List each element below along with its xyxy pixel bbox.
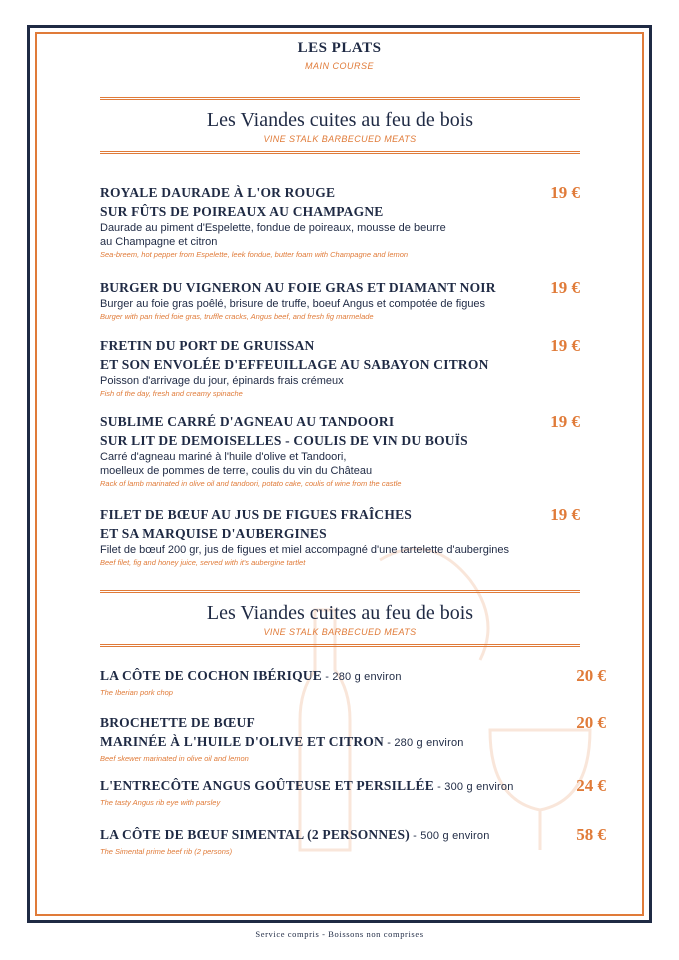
section-header-1 bbox=[100, 97, 580, 154]
dish-english: Beef skewer marinated in olive oil and lemon bbox=[100, 754, 249, 763]
dish-name: FRETIN DU PORT DE GRUISSAN bbox=[100, 338, 315, 353]
dish-name-text: LA CÔTE DE COCHON IBÉRIQUE bbox=[100, 668, 322, 683]
dish-name bbox=[100, 666, 606, 687]
dish-description: moelleux de pommes de terre, coulis du vin du Château bbox=[100, 465, 373, 477]
dish-english: Fish of the day, fresh and creamy spinache bbox=[100, 389, 243, 398]
dish-price: 19 € bbox=[550, 336, 580, 355]
dish-weight: - 300 g environ bbox=[433, 781, 514, 793]
dish-name: ROYALE DAURADE À L'OR ROUGE bbox=[100, 185, 336, 200]
dish-english: Sea-breem, hot pepper from Espelette, leek fondue, butter foam with Champagne and lemon bbox=[100, 250, 409, 259]
dish-name: ET SA MARQUISE D'AUBERGINES bbox=[100, 526, 327, 541]
dish-name-text: L'ENTRECÔTE ANGUS GOÛTEUSE ET PERSILLÉE bbox=[100, 778, 434, 793]
dish-name bbox=[100, 776, 606, 797]
dish-name: BURGER DU VIGNERON AU FOIE GRAS ET DIAMANT NOIR bbox=[100, 280, 496, 295]
dish-english: The tasty Angus rib eye with parsley bbox=[100, 798, 221, 807]
dish-price: 20 € bbox=[576, 666, 606, 685]
dish-name bbox=[100, 825, 606, 846]
menu-item bbox=[100, 183, 580, 261]
dish-english: The Simental prime beef rib (2 persons) bbox=[100, 847, 233, 856]
dish-name-text: LA CÔTE DE BŒUF SIMENTAL (2 PERSONNES) bbox=[100, 827, 410, 842]
dish-english: Beef filet, fig and honey juice, served with it's aubergine tartlet bbox=[100, 558, 306, 567]
dish-price: 24 € bbox=[576, 776, 606, 795]
dish-english: The Iberian pork chop bbox=[100, 688, 173, 697]
dish-description: au Champagne et citron bbox=[100, 236, 218, 248]
dish-weight: - 280 g environ bbox=[383, 737, 464, 749]
menu-item bbox=[100, 505, 580, 569]
menu-item bbox=[100, 713, 606, 765]
dish-name: SUR FÛTS DE POIREAUX AU CHAMPAGNE bbox=[100, 204, 384, 219]
dish-name: SUBLIME CARRÉ D'AGNEAU AU TANDOORI bbox=[100, 414, 395, 429]
menu-item bbox=[100, 278, 580, 323]
dish-description: Daurade au piment d'Espelette, fondue de poireaux, mousse de beurre bbox=[100, 222, 446, 234]
dish-price: 19 € bbox=[550, 278, 580, 297]
page-title: LES PLATS bbox=[297, 40, 382, 56]
dish-english: Rack of lamb marinated in olive oil and tandoori, potato cake, coulis of wine from the castle bbox=[100, 479, 402, 488]
dish-name: BROCHETTE DE BŒUF bbox=[100, 715, 255, 730]
menu-item bbox=[100, 825, 606, 858]
dish-description: Filet de bœuf 200 gr, jus de figues et miel accompagné d'une tartelette d'aubergines bbox=[100, 544, 510, 556]
dish-price: 19 € bbox=[550, 183, 580, 202]
dish-name bbox=[100, 732, 606, 753]
section-title: Les Viandes cuites au feu de bois bbox=[206, 602, 474, 624]
dish-name-text: MARINÉE À L'HUILE D'OLIVE ET CITRON bbox=[100, 734, 384, 749]
dish-name: SUR LIT DE DEMOISELLES - COULIS DE VIN DU BOUÏS bbox=[100, 433, 468, 448]
dish-price: 19 € bbox=[550, 505, 580, 524]
section-header-2 bbox=[100, 590, 580, 647]
dish-price: 58 € bbox=[576, 825, 606, 844]
dish-description: Burger au foie gras poêlé, brisure de truffe, boeuf Angus et compotée de figues bbox=[100, 298, 486, 310]
menu-item bbox=[100, 336, 580, 400]
section-subtitle: VINE STALK BARBECUED MEATS bbox=[263, 134, 417, 144]
footer-note: Service compris - Boissons non comprises bbox=[255, 929, 424, 939]
section-title: Les Viandes cuites au feu de bois bbox=[206, 109, 474, 131]
menu-item bbox=[100, 666, 606, 699]
section-subtitle: VINE STALK BARBECUED MEATS bbox=[263, 627, 417, 637]
dish-name: ET SON ENVOLÉE D'EFFEUILLAGE AU SABAYON CITRON bbox=[100, 357, 489, 372]
dish-english: Burger with pan fried foie gras, truffle cracks, Angus beef, and fresh fig marmelade bbox=[100, 312, 374, 321]
dish-weight: - 280 g environ bbox=[322, 671, 402, 683]
menu-item bbox=[100, 412, 580, 490]
dish-description: Carré d'agneau mariné à l'huile d'olive et Tandoori, bbox=[100, 451, 347, 463]
page-subtitle: MAIN COURSE bbox=[304, 61, 374, 71]
dish-description: Poisson d'arrivage du jour, épinards frais crémeux bbox=[100, 375, 344, 387]
dish-price: 20 € bbox=[576, 713, 606, 732]
dish-weight: - 500 g environ bbox=[409, 830, 490, 842]
dish-name: FILET DE BŒUF AU JUS DE FIGUES FRAÎCHES bbox=[100, 507, 412, 522]
dish-price: 19 € bbox=[550, 412, 580, 431]
menu-item bbox=[100, 776, 606, 809]
